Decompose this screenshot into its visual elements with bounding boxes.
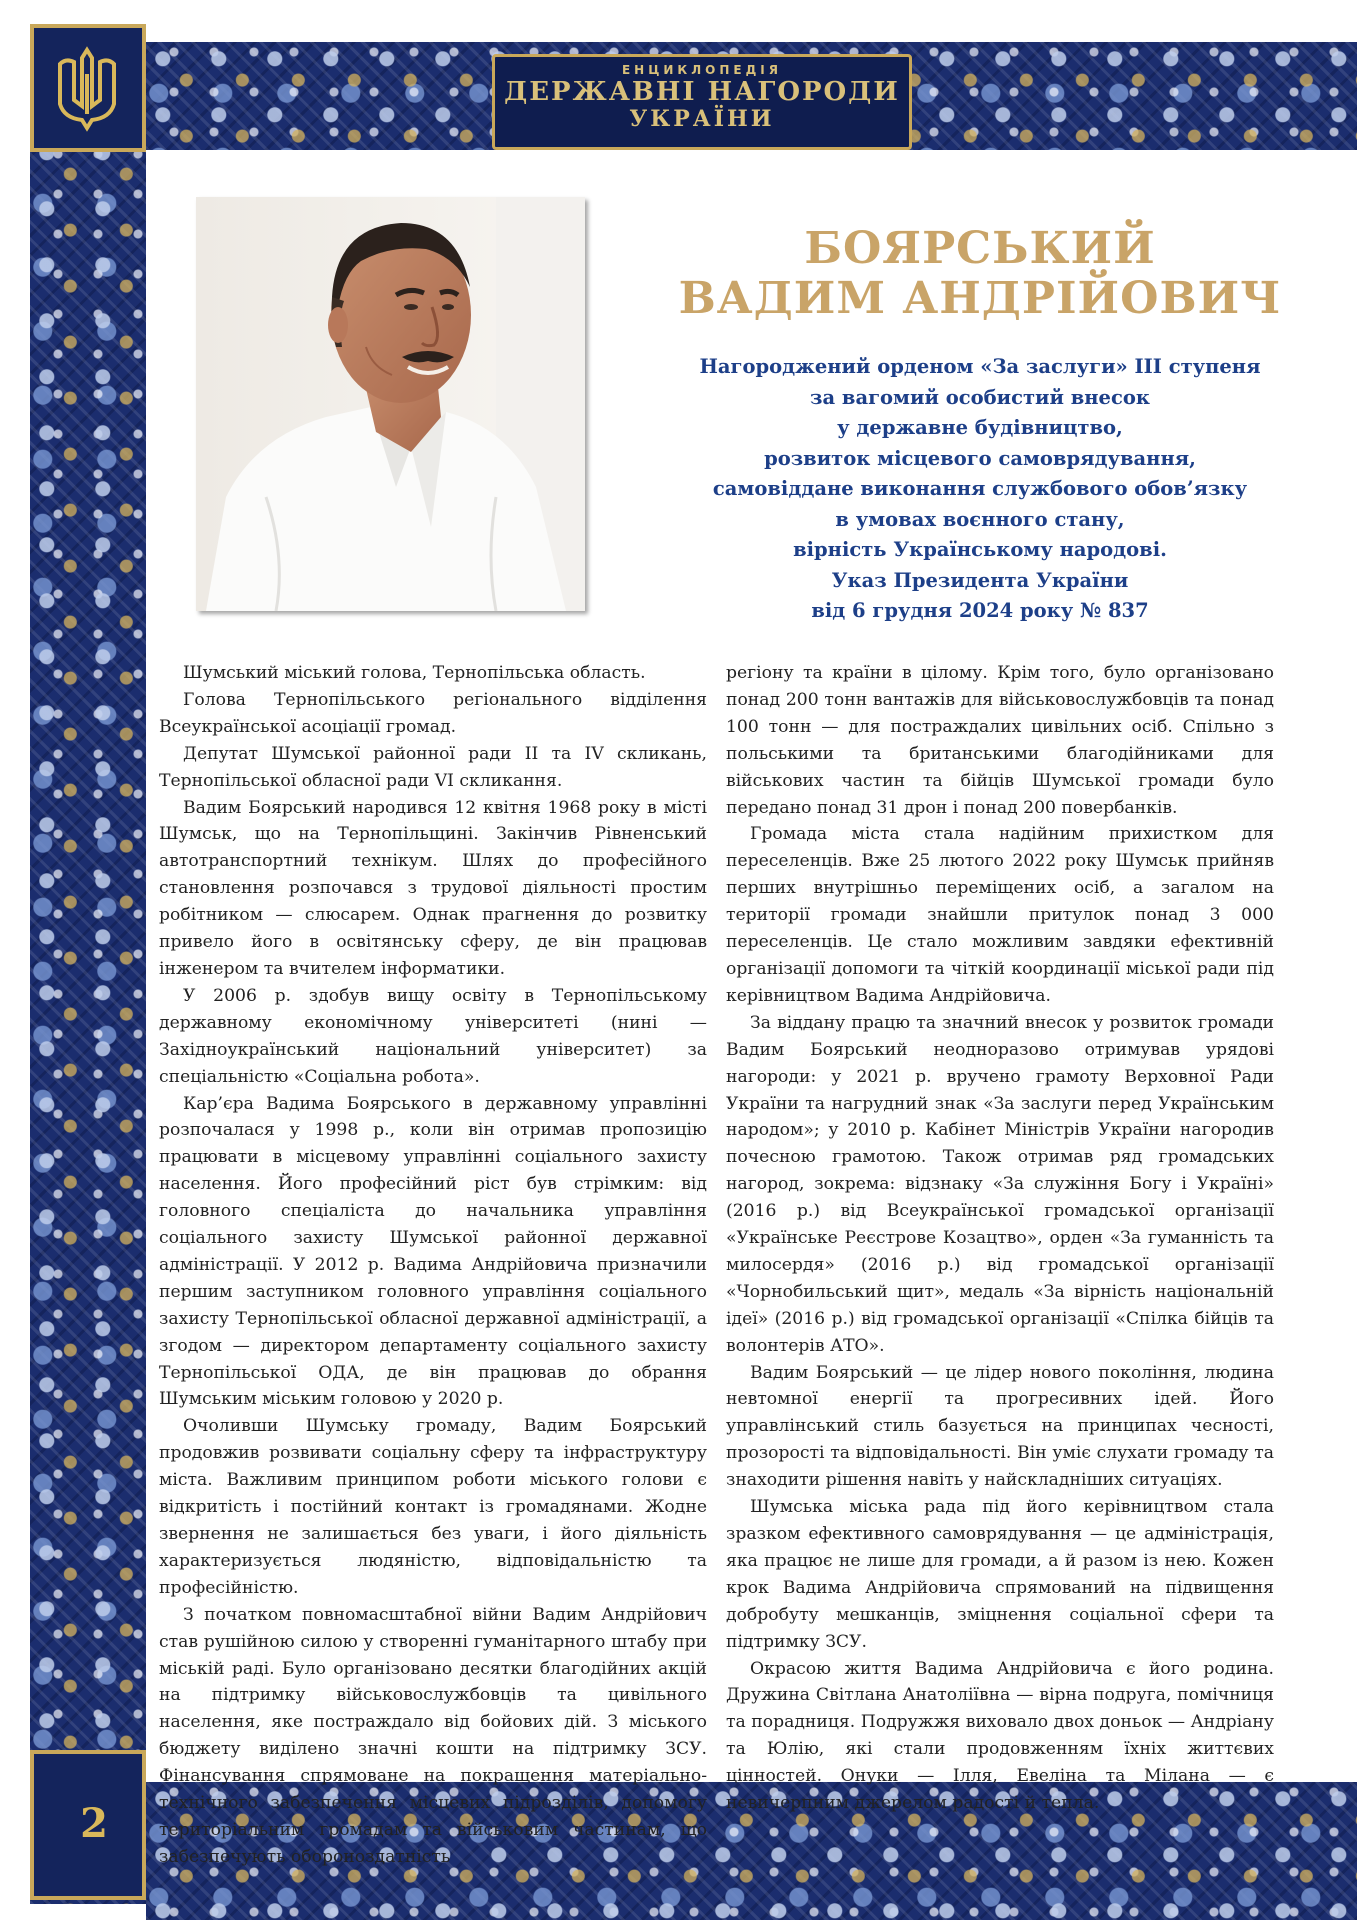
award-line: Указ Президента України bbox=[831, 568, 1129, 592]
body-paragraph: Депутат Шумської районної ради ІІ та ІV скликань, Тернопільської обласної ради VІ скликання. bbox=[159, 743, 707, 791]
body-paragraph: регіону та країни в цілому. Крім того, було організовано понад 200 тонн вантажів для військовослужбовців та понад 100 тонн — для постраждалих цивільних осіб. Спільно з польськими та британськими благодійниками для військових частин та бійців Шумської громади було передано понад 31 дрон і понад 200 повербанків. bbox=[726, 663, 1274, 818]
award-line: розвиток місцевого самоврядування, bbox=[764, 446, 1196, 470]
trident-icon bbox=[48, 44, 126, 132]
award-line: Нагороджений орденом «За заслуги» ІІІ ступеня bbox=[699, 355, 1261, 378]
body-paragraph: Вадим Боярський народився 12 квітня 1968 року в місті Шумськ, що на Тернопільщині. Закінчив Рівненський автотранспортний технікум. Шлях до професійного становлення розпочався з трудової діяльності простим робітником — слюсарем. Однак прагнення до розвитку привело його в освітянську сферу, де він працював інженером та вчителем інформатики. bbox=[159, 797, 707, 979]
body-paragraph: За віддану працю та значний внесок у розвиток громади Вадим Боярський неодноразово отримував урядові нагороди: у 2021 р. вручено грамоту Верховної Ради України та нагрудний знак «За заслуги перед Українським народом»; у 2010 р. Кабінет Міністрів України нагородив почесною грамотою. Також отримав ряд громадських нагород, зокрема: відзнаку «За служіння Богу і Україні» (2016 р.) від Всеукраїнської громадської організації «Українське Реєстрове Козацтво», орден «За гуманність та милосердя» (2016 р.) від громадської організації «Чорнобильський щит», медаль «За вірність національній ідеї» (2016 р.) від громадської організації «Спілка бійців та волонтерів АТО». bbox=[726, 1012, 1274, 1356]
banner-subtitle: ЕНЦИКЛОПЕДІЯ bbox=[621, 63, 783, 77]
award-line: вірність Українському народові. bbox=[793, 538, 1167, 561]
body-paragraph: Голова Тернопільського регіонального відділення Всеукраїнської асоціації громад. bbox=[159, 689, 707, 737]
award-citation bbox=[630, 352, 1330, 627]
body-paragraph: Вадим Боярський — це лідер нового покоління, людина невтомної енергії та прогресивних ідей. Його управлінський стиль базується на принципах чесності, прозорості та відповідальності. Він уміє слухати громаду та знаходити рішення навіть у найскладніших ситуаціях. bbox=[726, 1362, 1274, 1491]
person-given-names: ВАДИМ АНДРІЙОВИЧ bbox=[678, 273, 1282, 324]
award-line: у державне будівництво, bbox=[837, 416, 1123, 439]
award-line: за вагомий особистий внесок bbox=[810, 385, 1150, 409]
body-paragraph: Шумський міський голова, Тернопільська область. bbox=[183, 663, 646, 683]
person-name bbox=[650, 224, 1310, 324]
left-ornament-border bbox=[30, 24, 146, 1904]
body-paragraph: Окрасою життя Вадима Андрійовича є його родина. Дружина Світлана Анатоліївна — вірна подруга, помічниця та порадниця. Подружжя виховало двох доньок — Андріану та Юлію, які стали продовженням їхніх життєвих цінностей. Онуки — Ілля, Евеліна та Мілана — є невичерпним джерелом радості й тепла. bbox=[726, 1658, 1274, 1814]
portrait-photo bbox=[196, 197, 585, 611]
award-line: від 6 грудня 2024 року № 837 bbox=[811, 599, 1149, 622]
page-number: 2 bbox=[80, 1800, 108, 1847]
body-paragraph: Шумська міська рада під його керівництвом стала зразком ефективного самоврядування — це адміністрація, яка працює не лише для громади, а й разом із нею. Кожен крок Вадима Андрійовича спрямований на підвищення добробуту мешканців, зміцнення соціальної сфери та підтримку ЗСУ. bbox=[726, 1497, 1274, 1652]
body-column-right bbox=[726, 660, 1274, 1817]
body-paragraph: Кар’єра Вадима Боярського в державному управлінні розпочалася у 1998 р., коли він отримав пропозицію працювати в місцевому управлінні соціального захисту населення. Його професійний ріст був стрімким: від головного спеціаліста до начальника управління соціального захисту Шумської районної державної адміністрації. У 2012 р. Вадима Андрійовича призначили першим заступником головного управління соціального захисту Тернопільської обласної державної адміністрації, а згодом — директором департаменту соціального захисту Тернопільської ОДА, де він працював до обрання Шумським міським головою у 2020 р. bbox=[159, 1093, 707, 1410]
award-line: самовіддане виконання службового обов’язку bbox=[712, 477, 1248, 500]
header-banner bbox=[492, 54, 912, 150]
body-paragraph: Очоливши Шумську громаду, Вадим Боярський продовжив розвивати соціальну сферу та інфраструктуру міста. Важливим принципом роботи міського голови є відкритість і постійний контакт із громадянами. Жодне звернення не залишається без уваги, і його діяльність характеризується людяністю, відповідальністю та професійністю. bbox=[159, 1416, 707, 1598]
banner-title-line2: УКРАЇНИ bbox=[629, 106, 775, 132]
award-line: в умовах воєнного стану, bbox=[835, 507, 1125, 531]
body-column-left bbox=[159, 660, 707, 1871]
person-surname: БОЯРСЬКИЙ bbox=[804, 223, 1156, 274]
banner-title-line1: ДЕРЖАВНІ НАГОРОДИ bbox=[504, 77, 900, 107]
body-paragraph: Громада міста стала надійним прихистком для переселенців. Вже 25 лютого 2022 року Шумськ прийняв перших внутрішньо переміщених осіб, а загалом на території громади знайшли притулок понад 3 000 переселенців. Це стало можливим завдяки ефективній організації допомоги та чіткій координації міської ради під керівництвом Вадима Андрійовича. bbox=[726, 824, 1274, 1006]
body-paragraph: У 2006 р. здобув вищу освіту в Тернопільському державному економічному університеті (нині — Західноукраїнський національний університет) за спеціальністю «Соціальна робота». bbox=[159, 985, 707, 1087]
body-paragraph: З початком повномасштабної війни Вадим Андрійович став рушійною силою у створенні гуманітарного штабу при міській раді. Було організовано десятки благодійних акцій на підтримку військовослужбовців та цивільного населення, яке постраждало від бойових дій. З міського бюджету виділено значні кошти на підтримку ЗСУ. Фінансування спрямоване на покращення матеріально-технічного забезпечення місцевих підрозділів, допомогу територіальним громадам та військовим частинам, що забезпечують обороноздатність bbox=[159, 1604, 707, 1867]
